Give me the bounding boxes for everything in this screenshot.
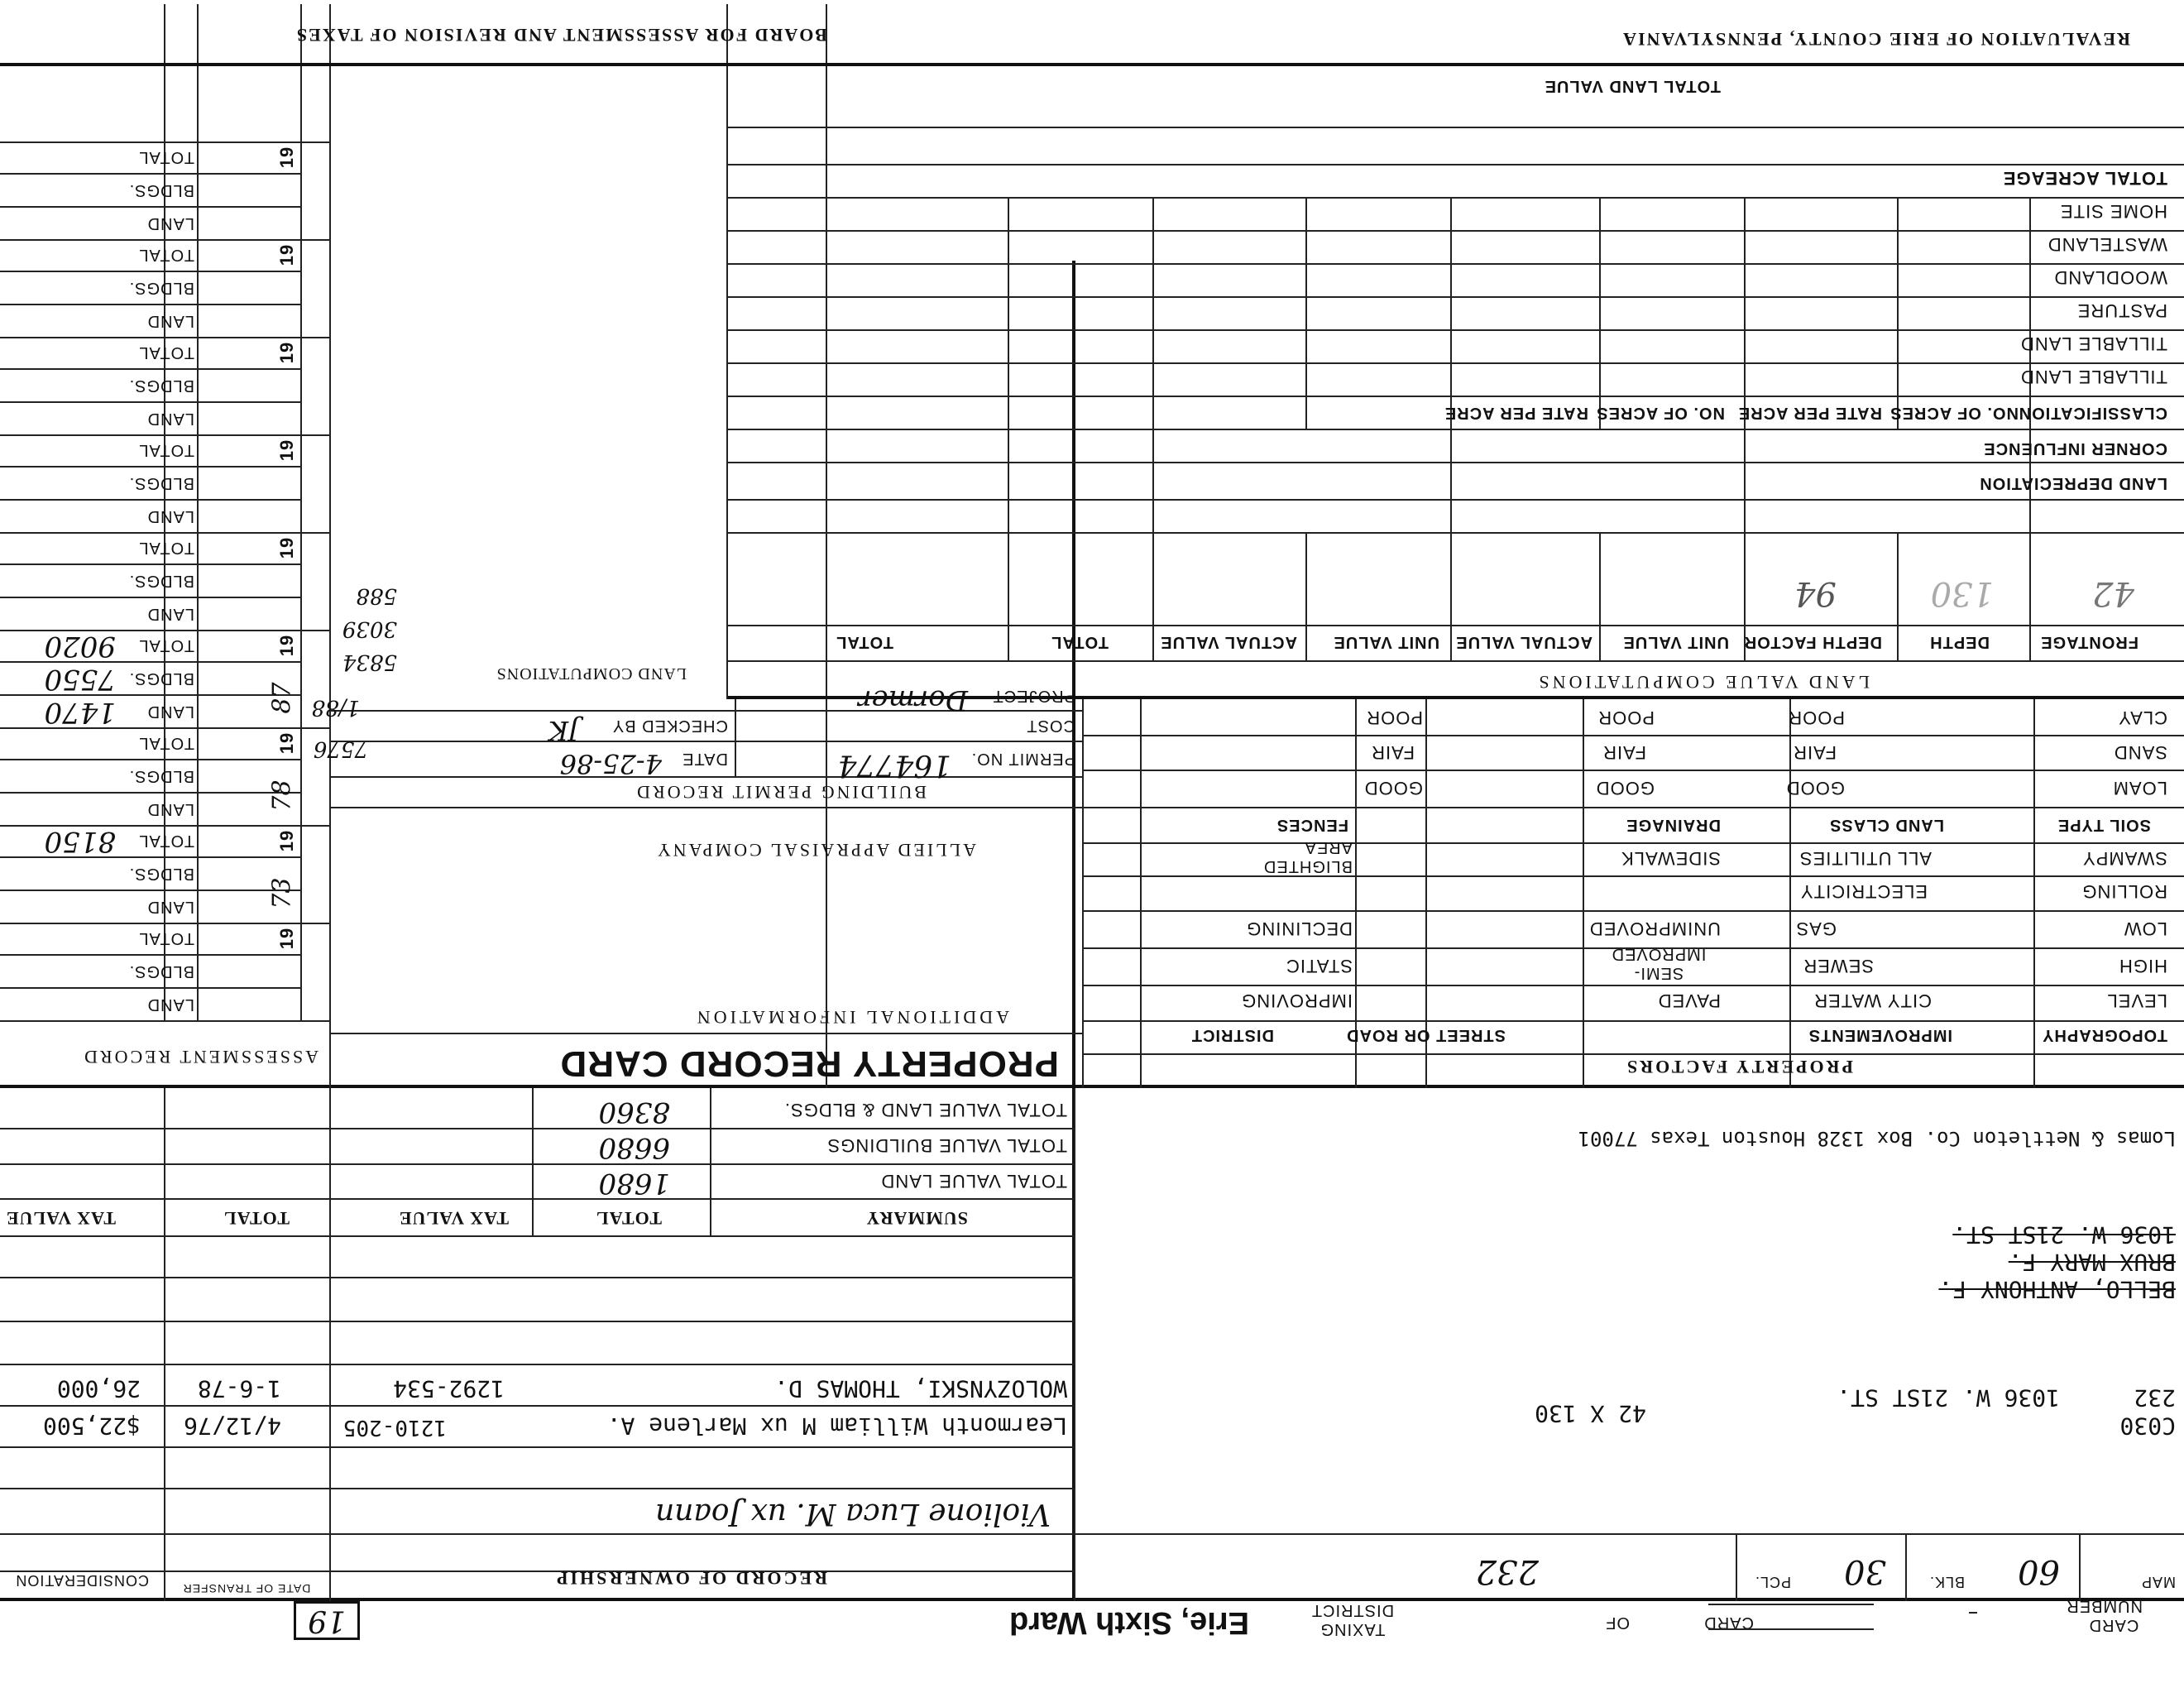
permit-no-value: 164774 — [837, 748, 951, 782]
assessment-year-prefix: 19 — [275, 927, 297, 950]
consideration-label: CONSIDERATION — [15, 1572, 149, 1589]
summary-tax-value-label-2: TAX VALUE — [5, 1208, 116, 1229]
assessment-land-label: LAND — [146, 800, 194, 818]
assessment-margin-note: 1/88 — [311, 695, 360, 720]
assessment-land-value: 1470 — [44, 696, 116, 729]
assessment-row-line — [0, 954, 302, 956]
assessment-total-value: 9020 — [44, 630, 116, 663]
landclass-poor: POOR — [1788, 707, 1845, 728]
assessment-total-label: TOTAL — [138, 148, 194, 166]
owner-row-1-consideration: $22,500 — [42, 1412, 141, 1440]
assessment-row-line — [0, 563, 302, 565]
street-label: STREET OR ROAD — [1346, 1026, 1506, 1044]
impr-city-water: CITY WATER — [1813, 990, 1932, 1011]
blk-value: 30 — [1844, 1552, 1886, 1590]
depth-value: 130 — [1930, 574, 1994, 612]
col-actual-value: ACTUAL VALUE — [1455, 633, 1592, 651]
assessment-bldgs-label: BLDGS. — [128, 181, 194, 199]
assessment-land-label: LAND — [146, 214, 194, 233]
map-value: 60 — [2018, 1552, 2060, 1590]
col-depth: DEPTH — [1929, 633, 1990, 651]
classification-label: CLASSIFICATION — [2018, 404, 2167, 422]
map-label: MAP — [2140, 1574, 2176, 1590]
assessment-bldgs-label: BLDGS. — [128, 376, 194, 395]
assessment-year-prefix: 19 — [275, 341, 297, 364]
assessment-block-line — [0, 141, 331, 143]
summary-total-label: TOTAL — [596, 1208, 662, 1229]
assessment-row-line — [0, 368, 302, 370]
assessment-bldgs-label: BLDGS. — [128, 474, 194, 492]
permit-project-label: PROJECT — [992, 687, 1075, 705]
summary-title: SUMMARY — [865, 1208, 968, 1229]
owner-row-0-name: Violione Luca M. ux Joann — [655, 1497, 1051, 1531]
acreage-row-1: TILLABLE LAND — [2019, 333, 2167, 354]
acreage-row-0: TILLABLE LAND — [2019, 367, 2167, 387]
col-depth-factor: DEPTH FACTOR — [1743, 633, 1882, 651]
col-unit-value: UNIT VALUE — [1622, 633, 1729, 651]
assessment-bldgs-value: 7550 — [44, 663, 116, 696]
former-owner-name: BELLO, ANTHONY F. — [1938, 1276, 2176, 1303]
topo-level: LEVEL — [2106, 990, 2167, 1011]
additional-info-label: ADDITIONAL INFORMATION — [693, 1007, 1009, 1028]
district-blighted-area: BLIGHTED AREA — [1262, 838, 1353, 875]
street-unimproved: UNIMPROVED — [1588, 918, 1721, 939]
owner-row-1-date: 4/12/76 — [183, 1412, 281, 1440]
assessment-year-prefix: 19 — [275, 829, 297, 852]
assessment-bldgs-label: BLDGS. — [128, 572, 194, 590]
impr-all-utilities: ALL UTILITIES — [1798, 848, 1932, 869]
street-paved: PAVED — [1657, 990, 1721, 1011]
assessment-land-label: LAND — [146, 605, 194, 623]
assessment-bldgs-label: BLDGS. — [128, 865, 194, 883]
col-frontage: FRONTAGE — [2040, 633, 2138, 651]
board-title: BOARD FOR ASSESSMENT AND REVISION OF TAXES — [295, 25, 827, 46]
assessment-land-label: LAND — [146, 898, 194, 916]
frontage-value: 42 — [2092, 574, 2134, 612]
summary-row-land-total: 1680 — [598, 1167, 670, 1200]
drainage-poor: POOR — [1597, 707, 1655, 728]
mailing-address: Lomas & Nettleton Co. Box 1328 Houston Texas 77001 — [1578, 1127, 2176, 1150]
summary-row-all-label: TOTAL VALUE LAND & BLDGS. — [783, 1100, 1067, 1120]
assessment-block-line — [0, 532, 331, 534]
acreage-row-4: WASTELAND — [2047, 234, 2167, 255]
date-of-transfer-label: DATE OF TRANSFER — [182, 1582, 311, 1595]
assessment-year: 87 — [267, 682, 297, 714]
impr-gas: GAS — [1795, 918, 1837, 939]
assessment-block-line — [0, 239, 331, 241]
col-total-2: TOTAL — [836, 633, 893, 651]
assessment-year-prefix: 19 — [275, 439, 297, 462]
assessment-year-prefix: 19 — [275, 243, 297, 266]
permit-cost-label: COST — [1026, 717, 1075, 735]
assessment-row-line — [0, 304, 302, 305]
owner-row-2-book: 1292-534 — [393, 1375, 505, 1403]
soil-loam: LOAM — [2112, 778, 2167, 798]
district-label: DISTRICT — [1190, 1026, 1274, 1044]
property-record-card-title: PROPERTY RECORD CARD — [559, 1043, 1059, 1084]
assessment-row-line — [0, 597, 302, 598]
assessment-block-line — [0, 923, 331, 924]
assessment-total-label: TOTAL — [138, 734, 194, 752]
taxing-district-label: TAXING DISTRICT — [1310, 1601, 1395, 1638]
summary-row-all-total: 8360 — [598, 1096, 670, 1129]
street-sidewalk: SIDEWALK — [1621, 848, 1721, 869]
taxing-district-value: Erie, Sixth Ward — [1009, 1605, 1249, 1640]
assessment-row-line — [0, 173, 302, 175]
page-number: 19 — [294, 1601, 360, 1640]
assessment-land-label: LAND — [146, 507, 194, 525]
location-address: 1036 W. 21ST ST. — [1837, 1384, 2060, 1412]
improvements-label: IMPROVEMENTS — [1808, 1026, 1952, 1044]
topo-low: LOW — [2123, 918, 2167, 939]
permit-project-value: Dormer — [858, 683, 968, 717]
fences-good: GOOD — [1363, 778, 1423, 798]
permit-date-label: DATE — [682, 750, 728, 768]
assessment-total-label: TOTAL — [138, 636, 194, 655]
assessment-row-line — [0, 987, 302, 989]
assessment-row-line — [0, 759, 302, 760]
assessment-year-prefix: 19 — [275, 146, 297, 169]
card-number-label: CARD NUMBER — [2066, 1597, 2143, 1634]
assessment-margin-note: 5834 — [342, 650, 397, 674]
fences-poor: POOR — [1366, 707, 1423, 728]
drainage-fair: FAIR — [1602, 742, 1646, 763]
total-land-value-label: TOTAL LAND VALUE — [1544, 77, 1721, 95]
location-code: C030 — [2119, 1412, 2176, 1440]
landclass-good: GOOD — [1785, 778, 1845, 798]
col-actual-value-2: ACTUAL VALUE — [1160, 633, 1297, 651]
revaluation-title: REVALUATION OF ERIE COUNTY, PENNSYLVANIA — [1621, 29, 2130, 50]
permit-checked-by-label: CHECKED BY — [611, 717, 728, 735]
assessment-total-label: TOTAL — [138, 539, 194, 557]
summary-row-bldgs-total: 6680 — [598, 1131, 670, 1164]
fences-label: FENCES — [1276, 816, 1348, 834]
assessment-row-line — [0, 890, 302, 891]
assessment-year-prefix: 19 — [275, 731, 297, 755]
pcl-value: 232 — [1475, 1552, 1539, 1590]
assessment-row-line — [0, 401, 302, 403]
property-factors-title: PROPERTY FACTORS — [1624, 1057, 1853, 1077]
soil-sand: SAND — [2113, 742, 2167, 763]
assessment-total-value: 8150 — [44, 825, 116, 858]
assessment-land-label: LAND — [146, 410, 194, 428]
corner-influence-label: CORNER INFLUENCE — [1983, 439, 2167, 458]
owner-row-2-date: 1-6-78 — [197, 1375, 281, 1403]
summary-row-land-label: TOTAL VALUE LAND — [880, 1171, 1067, 1192]
drainage-label: DRAINAGE — [1626, 816, 1721, 834]
assessment-year: 78 — [267, 779, 297, 812]
impr-electricity: ELECTRICITY — [1799, 881, 1928, 902]
acreage-row-total: TOTAL ACREAGE — [2002, 168, 2167, 189]
col-unit-value-2: UNIT VALUE — [1333, 633, 1439, 651]
assessment-land-label: LAND — [146, 995, 194, 1014]
no-of-acres-label-2: NO. OF ACRES — [1596, 404, 1725, 422]
district-static: STATIC — [1286, 956, 1353, 976]
land-computations-label: LAND COMPUTATIONS — [496, 664, 687, 683]
assessment-row-line — [0, 792, 302, 794]
summary-tax-value-label: TAX VALUE — [398, 1208, 509, 1229]
building-permit-title: BUILDING PERMIT RECORD — [635, 782, 927, 803]
former-owner-name-2: BRUX MARY F. — [2008, 1249, 2176, 1276]
assessment-bldgs-label: BLDGS. — [128, 767, 194, 785]
assessment-margin-note: 3039 — [342, 616, 397, 641]
assessment-bldgs-label: BLDGS. — [128, 279, 194, 297]
fences-fair: FAIR — [1371, 742, 1415, 763]
card-label: CARD — [1703, 1614, 1754, 1632]
land-class-label: LAND CLASS — [1829, 816, 1944, 834]
of-label: OF — [1605, 1614, 1630, 1632]
depth-factor-value: 94 — [1794, 574, 1837, 612]
acreage-row-2: PASTURE — [2076, 300, 2167, 321]
drainage-good: GOOD — [1595, 778, 1655, 798]
ownership-title: RECORD OF OWNERSHIP — [554, 1568, 827, 1589]
permit-checked-by-value: JK — [548, 715, 579, 746]
assessment-bldgs-label: BLDGS. — [128, 962, 194, 981]
district-declining: DECLINING — [1246, 918, 1353, 939]
col-total: TOTAL — [1051, 633, 1109, 651]
assessment-block-line — [0, 337, 331, 338]
assessment-margin-note: 588 — [356, 583, 397, 608]
pcl-label: PCL. — [1754, 1574, 1791, 1590]
assessment-total-label: TOTAL — [138, 343, 194, 362]
assessment-total-label: TOTAL — [138, 246, 194, 264]
owner-row-1-book: 1210-205 — [342, 1415, 447, 1440]
assessment-total-label: TOTAL — [138, 832, 194, 850]
topo-swampy: SWAMPY — [2082, 848, 2167, 869]
assessment-row-line — [0, 206, 302, 208]
blk-label: BLK. — [1928, 1574, 1965, 1590]
assessment-year: 73 — [267, 877, 297, 909]
assessment-bldgs-label: BLDGS. — [128, 669, 194, 688]
land-value-title: LAND VALUE COMPUTATIONS — [1535, 672, 1870, 693]
acreage-row-3: WOODLAND — [2053, 267, 2167, 288]
card-of-line — [1708, 1604, 1874, 1605]
assessment-row-line — [0, 499, 302, 501]
topo-rolling: ROLLING — [2081, 881, 2167, 902]
land-depreciation-label: LAND DEPRECIATION — [1979, 474, 2167, 492]
topography-label: TOPOGRAPHY — [2042, 1026, 2167, 1044]
permit-no-label: PERMIT NO. — [970, 750, 1075, 768]
soil-clay: CLAY — [2118, 707, 2167, 728]
rate-per-acre-label: RATE PER ACRE — [1737, 404, 1882, 422]
assessment-row-line — [0, 271, 302, 272]
summary-row-bldgs-label: TOTAL VALUE BUILDINGS — [826, 1135, 1067, 1156]
topo-high: HIGH — [2119, 956, 2167, 976]
soil-type-label: SOIL TYPE — [2057, 816, 2151, 834]
card-number-line — [1708, 1628, 1874, 1630]
former-owner-address: 1036 W. 21ST ST. — [1952, 1221, 2176, 1249]
summary-total-label-2: TOTAL — [223, 1208, 290, 1229]
district-improving: IMPROVING — [1241, 990, 1353, 1011]
assessment-title: ASSESSMENT RECORD — [82, 1047, 318, 1067]
owner-row-2-name: WOLOZYNSKI, THOMAS D. — [774, 1375, 1067, 1403]
assessment-year-prefix: 19 — [275, 634, 297, 657]
assessment-row-line — [0, 466, 302, 468]
landclass-fair: FAIR — [1793, 742, 1837, 763]
owner-row-2-consideration: 26,000 — [56, 1375, 141, 1403]
impr-sewer: SEWER — [1803, 956, 1874, 976]
assessment-land-label: LAND — [146, 703, 194, 721]
acreage-row-5: HOME SITE — [2059, 201, 2167, 222]
appraisal-company: ALLIED APPRAISAL COMPANY — [654, 840, 976, 861]
assessment-year-prefix: 19 — [275, 536, 297, 559]
location-parcel: 232 — [2134, 1384, 2176, 1412]
assessment-margin-note: 7576 — [313, 736, 368, 761]
assessment-total-label: TOTAL — [138, 441, 194, 459]
location-dimensions: 42 X 130 — [1535, 1400, 1646, 1427]
assessment-block-line — [0, 434, 331, 436]
owner-row-1-name: Learmonth William M ux Marlene A. — [606, 1412, 1067, 1440]
rate-per-acre-label-2: RATE PER ACRE — [1444, 404, 1588, 422]
no-of-acres-label: NO. OF ACRES — [1889, 404, 2019, 422]
assessment-total-label: TOTAL — [138, 929, 194, 947]
assessment-land-label: LAND — [146, 312, 194, 330]
permit-date-value: 4-25-86 — [559, 748, 662, 779]
street-semi-improved: SEMI-IMPROVED — [1611, 945, 1707, 982]
